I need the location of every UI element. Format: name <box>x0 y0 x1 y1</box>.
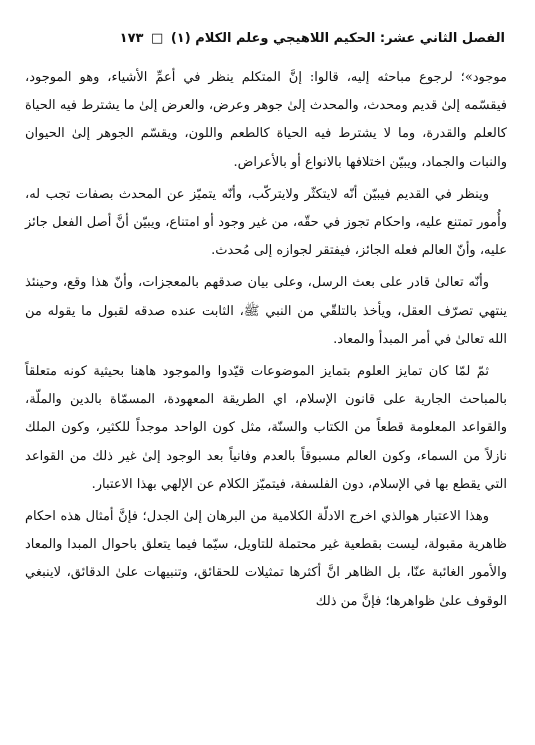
running-header <box>25 30 505 48</box>
page-number: ١٧٣ <box>119 31 144 46</box>
paragraph: وهذا الاعتبار هوالذي اخرج الادلّة الكلامية من البرهان إلىٰ الجدل؛ فإنَّ أمثال هذه احكام ظاهرية مقبولة، ليست بقطعية غير محتملة للتاويل، سيّما فيما يتعلق باحوال المبدا والمعاد والأمور الغائبة عنّا، بل الظاهر انَّ أكثرها تمثيلات للحقائق، وتنبيهات علىٰ الدقائق، لاينبغي الوقوف علىٰ ظواهرها؛ فإنَّ من ذلك <box>25 509 507 609</box>
header-separator: □ <box>151 31 164 46</box>
body-text <box>25 64 507 620</box>
paragraph: ثمّ لمّا كان تمايز العلوم بتمايز الموضوعات قيّدوا والموجود هاهنا بحيثية كونه متعلقاً بالمباحث الجارية على قانون الإسلام، اي الطريقة المعهودة، المسمّاة بالدين والملّة، والقواعد المعلومة قطعاً من الكتاب والسنّة، مثل كون الواحد موجداً للكثير، وكون الملك نازلاً من السماء، وكون العالم مسبوقاً بالعدم وفانياً بعد الوجود إلىٰ غير ذلك من القواعد التي يقطع بها في الإسلام، دون الفلسفة، فيتميّز الكلام عن الإلهي بهذا الاعتبار. <box>25 364 507 492</box>
paragraph: وينظر في القديم فيبيّن أنّه لايتكثّر ولايتركّب، وأنّه يتميّز عن المحدث بصفات تجب له، وأُمور تمتنع عليه، واحكام تجوز في حقّه، من غير وجود أو امتناع، ويبيّن أنَّ أصل الفعل جائز عليه، وأنّ العالم فعله الجائز، فيفتقر لجوازه إلى مُحدث. <box>25 186 507 259</box>
chapter-title: الفصل الثاني عشر: الحكيم اللاهيجي وعلم الكلام (١) <box>170 31 505 46</box>
paragraph: وأنّه تعالىٰ قادر على بعث الرسل، وعلى بيان صدقهم بالمعجزات، وأنّ هذا وقع، وحينئذ ينتهي تصرّف العقل، ويأخذ بالتلقّي من النبي ﷺ، الثابت عنده صدقه لقبول ما يقوله من الله تعالىٰ في أمر المبدأ والمعاد. <box>25 275 507 347</box>
paragraph: موجود»؛ لرجوع مباحثه إليه، قالوا: إنَّ المتكلم ينظر في أعمِّ الأشياء، وهو الموجود، فيقسّمه إلىٰ قديم ومحدث، والمحدث إلىٰ جوهر وعرض، والعرض إلىٰ ما يشترط فيه الحياة كالعلم والقدرة، وما لا يشترط فيه الحياة كالطعم واللون، ويقسّم الجوهر إلىٰ الحيوان والنبات والجماد، ويبيّن اختلافها بالانواع أو بالأعراض. <box>25 70 507 170</box>
